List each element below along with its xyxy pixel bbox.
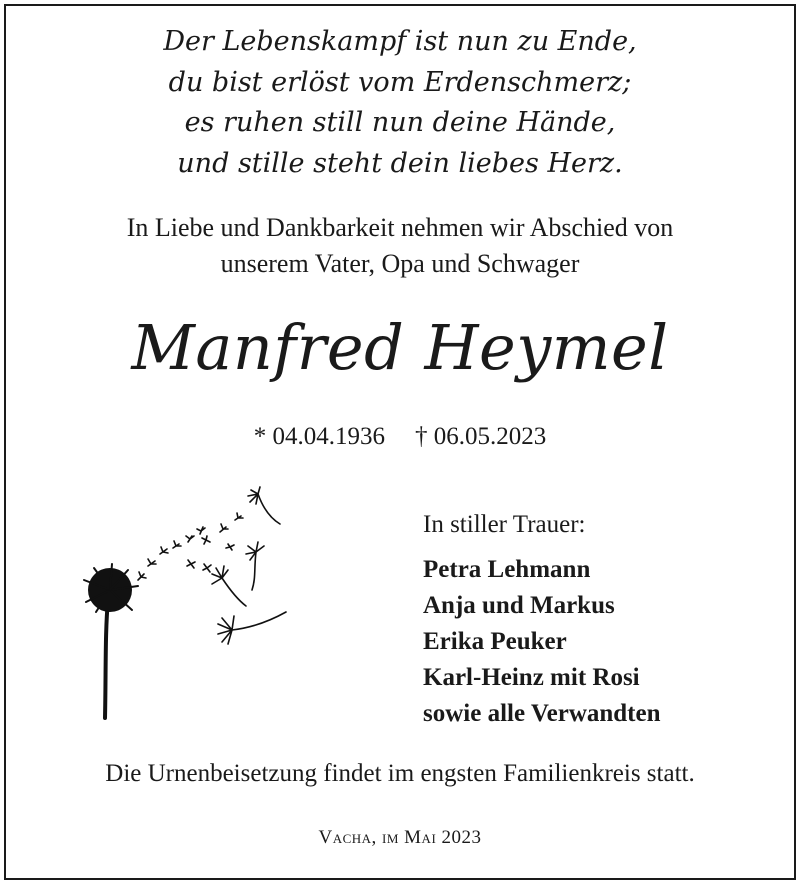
poem-line: Der Lebenskampf ist nun zu Ende, [163,26,637,57]
poem-line: es ruhen still nun deine Hände, [184,107,616,138]
deceased-name: Manfred Heymel [131,311,669,384]
burial-notice: Die Urnenbeisetzung findet im engsten Familienkreis statt. [105,760,695,787]
mourner-name: sowie alle Verwandten [423,700,661,727]
mourning-label: In stiller Trauer: [423,511,586,538]
place-and-date: Vacha, im Mai 2023 [318,827,482,848]
intro-text [0,210,800,282]
death-date: † 06.05.2023 [415,423,547,450]
mourners-list [423,552,661,732]
life-dates [0,420,800,454]
poem-line: du bist erlöst vom Erdenschmerz; [168,66,632,98]
birth-date: * 04.04.1936 [253,423,385,450]
poem-line: und stille steht dein liebes Herz. [177,147,623,179]
mourner-name: Petra Lehmann [423,556,591,583]
poem [0,22,800,184]
mourner-name: Erika Peuker [423,628,567,655]
mourner-name: Anja und Markus [423,592,615,619]
intro-line: unserem Vater, Opa und Schwager [220,249,580,278]
intro-line: In Liebe und Dankbarkeit nehmen wir Abschied von [126,213,674,242]
mourner-name: Karl-Heinz mit Rosi [423,664,640,691]
dandelion-icon [80,482,290,722]
